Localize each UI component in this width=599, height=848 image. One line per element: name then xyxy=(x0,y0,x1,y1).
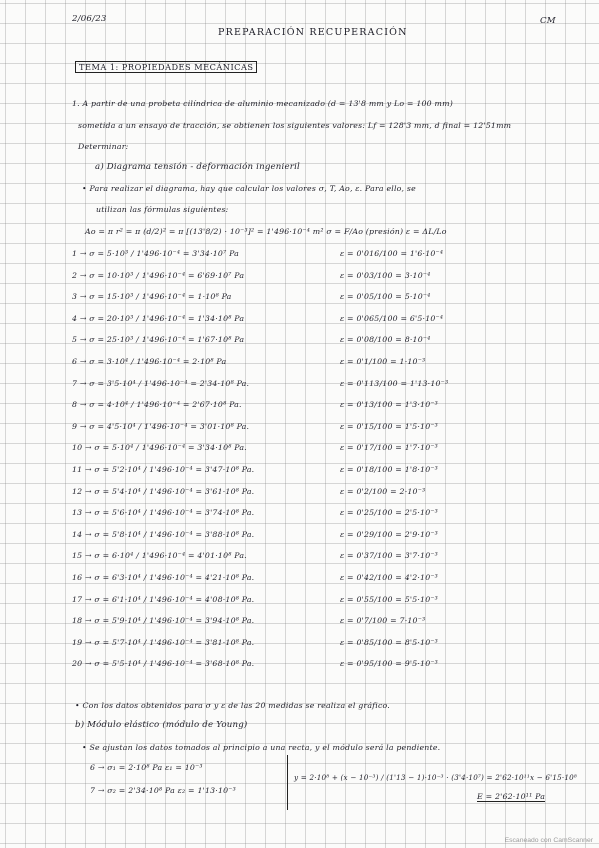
area-formula: Ao = π r² = π (d/2)² = π [(13'8/2) · 10⁻³]² = 1'496·10⁻⁴ m² σ = F/Ao (presión) ε = ΔL/Lo xyxy=(85,227,447,236)
strain-calculation: ε = 0'13/100 = 1'3·10⁻³ xyxy=(340,400,439,410)
strain-calculation: ε = 0'42/100 = 4'2·10⁻³ xyxy=(340,573,439,582)
calculation-row xyxy=(72,636,572,656)
calculation-row xyxy=(72,528,572,548)
stress-calculation: 6 → σ = 3·10⁴ / 1'496·10⁻⁴ = 2·10⁸ Pa xyxy=(72,357,227,366)
calculation-row xyxy=(72,247,572,267)
regression-equation: y = 2·10⁸ + (x − 10⁻³) / (1'13 − 1)·10⁻³ · (3'4·10⁷) = 2'62·10¹¹x − 6'15·10⁸ xyxy=(294,773,577,782)
calculation-row xyxy=(72,312,572,332)
calculation-row xyxy=(72,420,572,440)
calculation-row xyxy=(72,571,572,591)
point-6: 6 → σ₁ = 2·10⁸ Pa ε₁ = 10⁻³ xyxy=(90,763,203,772)
strain-calculation: ε = 0'7/100 = 7·10⁻³ xyxy=(340,616,426,626)
calculation-row xyxy=(72,355,572,375)
stress-calculation: 8 → σ = 4·10⁴ / 1'496·10⁻⁴ = 2'67·10⁸ Pa. xyxy=(72,400,242,410)
calculation-row xyxy=(72,398,572,418)
stress-calculation: 19 → σ = 5'7·10⁴ / 1'496·10⁻⁴ = 3'81·10⁸ Pa. xyxy=(72,637,255,647)
calculation-row xyxy=(72,593,572,613)
bullet-1-line-2: utilizan las fórmulas siguientes: xyxy=(96,205,229,214)
problem-line-2: sometida a un ensayo de tracción, se obtienen los siguientes valores: Lf = 128'3 mm, d final = 12'51mm xyxy=(78,121,512,130)
problem-line-3: Determinar: xyxy=(78,142,129,151)
stress-calculation: 17 → σ = 6'1·10⁴ / 1'496·10⁻⁴ = 4'08·10⁸ Pa. xyxy=(72,594,255,604)
topic-heading: TEMA 1: PROPIEDADES MECÁNICAS xyxy=(75,61,257,73)
strain-calculation: ε = 0'113/100 = 1'13·10⁻³ xyxy=(340,378,449,388)
stress-calculation: 2 → σ = 10·10³ / 1'496·10⁻⁴ = 6'69·10⁷ Pa xyxy=(72,270,245,280)
stress-calculation: 1 → σ = 5·10³ / 1'496·10⁻⁴ = 3'34·10⁷ Pa xyxy=(72,249,240,258)
strain-calculation: ε = 0'016/100 = 1'6·10⁻⁴ xyxy=(340,249,444,258)
date-label: 2/06/23 xyxy=(72,14,107,24)
stress-calculation: 20 → σ = 5'5·10⁴ / 1'496·10⁻⁴ = 3'68·10⁸ Pa. xyxy=(72,659,255,669)
stress-calculation: 14 → σ = 5'8·10⁴ / 1'496·10⁻⁴ = 3'88·10⁸ Pa. xyxy=(72,529,255,539)
initials-label: CM xyxy=(540,16,556,26)
strain-calculation: ε = 0'95/100 = 9'5·10⁻³ xyxy=(340,659,439,669)
stress-calculation: 9 → σ = 4'5·10⁴ / 1'496·10⁻⁴ = 3'01·10⁸ Pa. xyxy=(72,421,250,431)
strain-calculation: ε = 0'85/100 = 8'5·10⁻³ xyxy=(340,637,439,647)
strain-calculation: ε = 0'29/100 = 2'9·10⁻³ xyxy=(340,529,439,539)
calculation-row xyxy=(72,485,572,505)
calculation-row xyxy=(72,614,572,634)
young-modulus-result: E = 2'62·10¹¹ Pa xyxy=(477,792,546,801)
calculation-row xyxy=(72,333,572,353)
calculation-row xyxy=(72,377,572,397)
calculation-row xyxy=(72,269,572,289)
scanner-watermark: Escaneado con CamScanner xyxy=(504,837,593,844)
stress-calculation: 15 → σ = 6·10⁴ / 1'496·10⁻⁴ = 4'01·10⁸ Pa. xyxy=(72,551,247,561)
stress-calculation: 4 → σ = 20·10³ / 1'496·10⁻⁴ = 1'34·10⁸ Pa xyxy=(72,313,245,323)
stress-calculation: 7 → σ = 3'5·10⁴ / 1'496·10⁻⁴ = 2'34·10⁸ Pa. xyxy=(72,378,250,388)
strain-calculation: ε = 0'2/100 = 2·10⁻³ xyxy=(340,486,426,496)
calculation-row xyxy=(72,549,572,569)
bullet-3: • Se ajustan los datos tomados al principio a una recta, y el módulo será la pendiente. xyxy=(82,743,441,752)
bullet-2: • Con los datos obtenidos para σ y ε de las 20 medidas se realiza el gráfico. xyxy=(75,701,390,710)
calculation-row xyxy=(72,657,572,677)
strain-calculation: ε = 0'37/100 = 3'7·10⁻³ xyxy=(340,551,439,561)
point-7: 7 → σ₂ = 2'34·10⁸ Pa ε₂ = 1'13·10⁻³ xyxy=(90,786,236,795)
stress-calculation: 10 → σ = 5·10⁴ / 1'496·10⁻⁴ = 3'34·10⁸ Pa. xyxy=(72,443,247,453)
calculation-row xyxy=(72,290,572,310)
bullet-1-line-1: • Para realizar el diagrama, hay que calcular los valores σ, T, Ao, ε. Para ello, se xyxy=(82,184,416,193)
calculation-row xyxy=(72,441,572,461)
stress-calculation: 11 → σ = 5'2·10⁴ / 1'496·10⁻⁴ = 3'47·10⁸ Pa. xyxy=(72,465,255,474)
strain-calculation: ε = 0'08/100 = 8·10⁻⁴ xyxy=(340,335,431,345)
strain-calculation: ε = 0'05/100 = 5·10⁻⁴ xyxy=(340,292,431,302)
divider-line xyxy=(287,755,288,810)
section-b-heading: b) Módulo elástico (módulo de Young) xyxy=(75,720,248,730)
stress-calculation: 16 → σ = 6'3·10⁴ / 1'496·10⁻⁴ = 4'21·10⁸ Pa. xyxy=(72,573,255,582)
page-title: PREPARACIÓN RECUPERACIÓN xyxy=(218,27,408,38)
problem-line-1: 1. A partir de una probeta cilíndrica de aluminio mecanizado (d = 13'8 mm y Lo = 100 mm) xyxy=(72,99,453,108)
section-a-heading: a) Diagrama tensión - deformación ingenieril xyxy=(95,162,300,172)
stress-calculation: 5 → σ = 25·10³ / 1'496·10⁻⁴ = 1'67·10⁸ Pa xyxy=(72,335,245,345)
strain-calculation: ε = 0'17/100 = 1'7·10⁻³ xyxy=(340,443,439,453)
strain-calculation: ε = 0'03/100 = 3·10⁻⁴ xyxy=(340,270,431,280)
calculation-row xyxy=(72,463,572,483)
strain-calculation: ε = 0'1/100 = 1·10⁻³ xyxy=(340,357,426,366)
stress-calculation: 13 → σ = 5'6·10⁴ / 1'496·10⁻⁴ = 3'74·10⁸ Pa. xyxy=(72,508,255,518)
stress-calculation: 12 → σ = 5'4·10⁴ / 1'496·10⁻⁴ = 3'61·10⁸ Pa. xyxy=(72,486,255,496)
calculation-row xyxy=(72,506,572,526)
strain-calculation: ε = 0'15/100 = 1'5·10⁻³ xyxy=(340,421,439,431)
strain-calculation: ε = 0'065/100 = 6'5·10⁻⁴ xyxy=(340,313,444,323)
strain-calculation: ε = 0'18/100 = 1'8·10⁻³ xyxy=(340,465,439,474)
stress-calculation: 18 → σ = 5'9·10⁴ / 1'496·10⁻⁴ = 3'94·10⁸ Pa. xyxy=(72,616,255,626)
strain-calculation: ε = 0'55/100 = 5'5·10⁻³ xyxy=(340,594,439,604)
stress-calculation: 3 → σ = 15·10³ / 1'496·10⁻⁴ = 1·10⁸ Pa xyxy=(72,292,232,302)
strain-calculation: ε = 0'25/100 = 2'5·10⁻³ xyxy=(340,508,439,518)
